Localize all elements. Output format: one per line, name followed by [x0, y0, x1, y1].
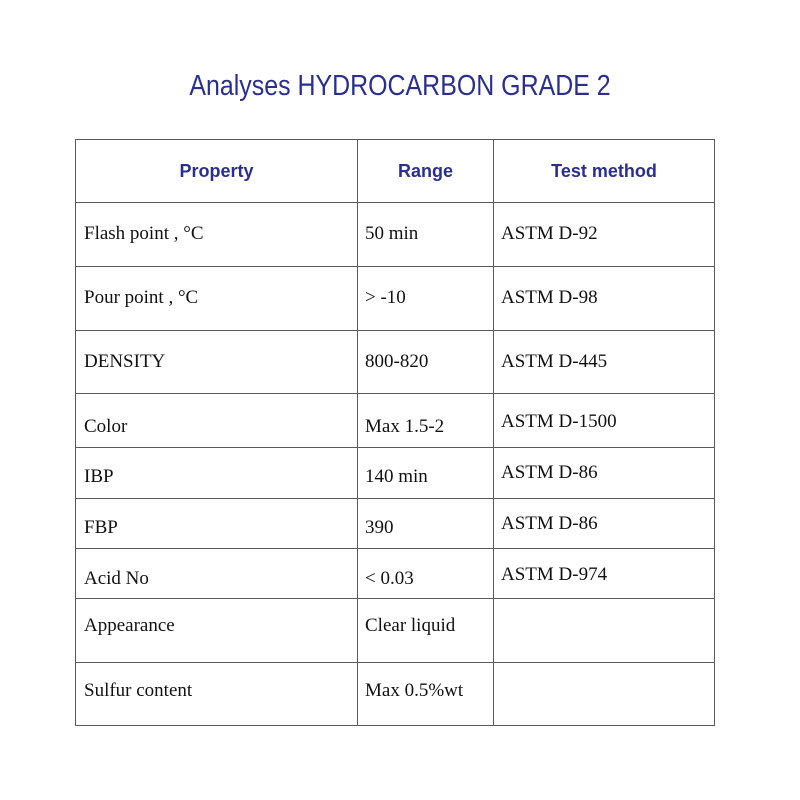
range-text: 390 [365, 517, 394, 538]
header-range: Range [358, 140, 494, 203]
cell-test-method [494, 663, 715, 726]
cell-test-method [494, 499, 715, 549]
cell-range [358, 267, 494, 331]
property-text: IBP [84, 466, 114, 487]
cell-property [76, 203, 358, 267]
cell-range [358, 599, 494, 663]
cell-property [76, 331, 358, 394]
method-text: ASTM D-1500 [501, 411, 617, 432]
cell-range [358, 448, 494, 499]
property-text: Pour point , °C [84, 287, 199, 308]
header-test-method: Test method [494, 140, 715, 203]
header-property: Property [76, 140, 358, 203]
cell-test-method [494, 599, 715, 663]
property-text: Appearance [84, 615, 175, 636]
table-row [76, 203, 715, 267]
cell-range [358, 331, 494, 394]
range-text: 800-820 [365, 351, 429, 372]
table-row [76, 599, 715, 663]
range-text: > -10 [365, 287, 406, 308]
property-text: Color [84, 416, 128, 437]
method-text [494, 663, 714, 680]
range-text: Clear liquid [365, 615, 456, 636]
cell-range [358, 203, 494, 267]
specification-table [75, 139, 715, 726]
table-row [76, 267, 715, 331]
cell-property [76, 448, 358, 499]
method-text: ASTM D-445 [501, 351, 608, 372]
range-text: 140 min [365, 466, 428, 487]
property-text: DENSITY [84, 351, 166, 372]
cell-test-method [494, 394, 715, 448]
property-text: FBP [84, 517, 118, 538]
cell-test-method [494, 448, 715, 499]
method-text: ASTM D-86 [501, 462, 598, 483]
method-text: ASTM D-86 [501, 513, 598, 534]
table-row [76, 549, 715, 599]
table-row [76, 394, 715, 448]
method-text: ASTM D-98 [501, 287, 598, 308]
range-text: 50 min [365, 223, 419, 244]
property-text: Sulfur content [84, 680, 193, 701]
cell-property [76, 499, 358, 549]
table-header-row [76, 140, 715, 203]
table-row [76, 663, 715, 726]
range-text: Max 0.5%wt [365, 680, 464, 701]
table-row [76, 331, 715, 394]
cell-test-method [494, 267, 715, 331]
property-text: Acid No [84, 568, 149, 589]
cell-test-method [494, 203, 715, 267]
page-title: Analyses HYDROCARBON GRADE 2 [189, 70, 611, 102]
cell-property [76, 549, 358, 599]
cell-test-method [494, 549, 715, 599]
cell-range [358, 663, 494, 726]
cell-property [76, 267, 358, 331]
cell-range [358, 499, 494, 549]
range-text: < 0.03 [365, 568, 414, 589]
cell-property [76, 663, 358, 726]
cell-range [358, 394, 494, 448]
cell-property [76, 394, 358, 448]
table-row [76, 499, 715, 549]
method-text: ASTM D-974 [501, 564, 608, 585]
cell-range [358, 549, 494, 599]
table-row [76, 448, 715, 499]
cell-property [76, 599, 358, 663]
method-text: ASTM D-92 [501, 223, 598, 244]
method-text [494, 599, 714, 615]
range-text: Max 1.5-2 [365, 416, 445, 437]
cell-test-method [494, 331, 715, 394]
property-text: Flash point , °C [84, 223, 204, 244]
